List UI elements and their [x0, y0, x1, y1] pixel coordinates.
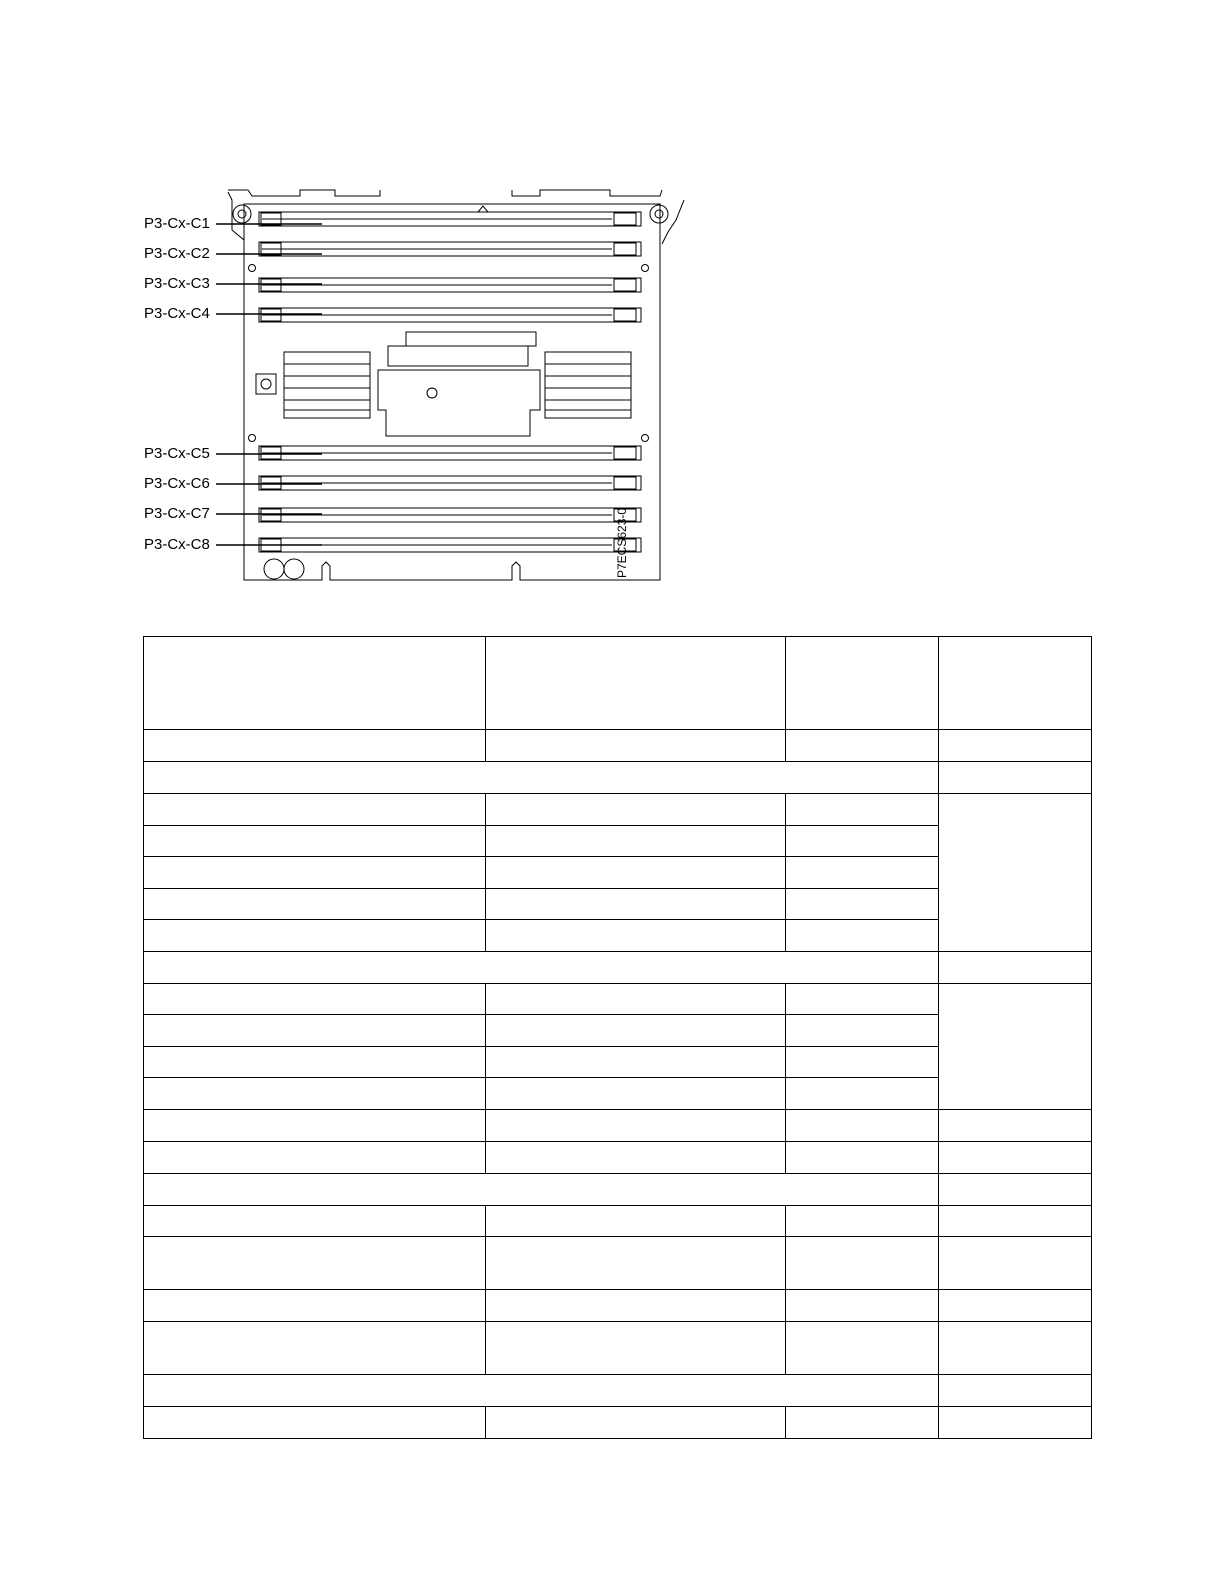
table-cell — [486, 637, 786, 730]
table-cell — [486, 1206, 786, 1237]
dimm-slot-c7 — [259, 508, 641, 522]
table-cell — [486, 826, 786, 857]
table-row — [144, 730, 1092, 762]
callout-c5: P3-Cx-C5 — [144, 445, 210, 462]
table-row — [144, 1322, 1092, 1375]
callout-c4: P3-Cx-C4 — [144, 305, 210, 322]
table-cell — [144, 920, 486, 952]
table-cell — [939, 1375, 1092, 1407]
table-cell — [144, 826, 486, 857]
table-cell — [144, 984, 486, 1015]
table-cell — [939, 1174, 1092, 1206]
callout-c6: P3-Cx-C6 — [144, 475, 210, 492]
table-cell — [486, 730, 786, 762]
right-latch — [662, 200, 684, 244]
callout-c8: P3-Cx-C8 — [144, 536, 210, 553]
table-cell — [786, 730, 939, 762]
table-cell — [939, 637, 1092, 730]
table-cell — [786, 920, 939, 952]
center-buffer-chip — [378, 332, 540, 436]
table-cell — [939, 1206, 1092, 1237]
table-cell — [144, 889, 486, 920]
table-cell — [939, 1142, 1092, 1174]
table-cell — [144, 1322, 486, 1375]
table-cell — [786, 826, 939, 857]
table-section-row — [144, 1375, 1092, 1407]
left-thumbscrew — [233, 205, 251, 223]
table-cell — [486, 1237, 786, 1290]
table-row — [144, 1110, 1092, 1142]
table-row — [144, 984, 1092, 1015]
memory-card-figure — [0, 0, 1224, 620]
table-header-row — [144, 637, 1092, 730]
table-cell — [144, 1174, 939, 1206]
table-cell — [144, 1110, 486, 1142]
figure-id: P7ECS623-0 — [615, 507, 629, 578]
dimm-slot-c4 — [259, 308, 641, 322]
top-arrow-marker — [478, 206, 488, 212]
table-section-row — [144, 1174, 1092, 1206]
table-cell — [486, 1290, 786, 1322]
table-cell — [786, 1206, 939, 1237]
right-thumbscrew — [650, 205, 668, 223]
table-cell — [786, 1047, 939, 1078]
callout-c2: P3-Cx-C2 — [144, 245, 210, 262]
table-cell — [939, 1407, 1092, 1439]
table-cell — [144, 1047, 486, 1078]
table-cell — [144, 1015, 486, 1047]
table-cell — [144, 1142, 486, 1174]
table-cell — [486, 1142, 786, 1174]
table-cell — [486, 794, 786, 826]
table-cell — [786, 1078, 939, 1110]
table-cell — [939, 730, 1092, 762]
right-heatsink — [545, 352, 631, 418]
table-row — [144, 1142, 1092, 1174]
dimm-slot-c3 — [259, 278, 641, 292]
callout-c1: P3-Cx-C1 — [144, 215, 210, 232]
table-cell — [144, 857, 486, 889]
table-cell — [486, 920, 786, 952]
service-led — [256, 374, 276, 394]
table-cell — [786, 1237, 939, 1290]
table-cell — [939, 952, 1092, 984]
table-cell — [939, 1237, 1092, 1290]
table-cell — [786, 1290, 939, 1322]
bottom-hole-right — [284, 559, 304, 579]
table-cell — [486, 1322, 786, 1375]
callout-c7: P3-Cx-C7 — [144, 505, 210, 522]
table-cell — [939, 762, 1092, 794]
table-cell — [939, 984, 1092, 1110]
table-cell — [939, 1322, 1092, 1375]
table-cell — [144, 1290, 486, 1322]
table-cell — [486, 889, 786, 920]
table-cell — [786, 857, 939, 889]
table-cell — [144, 794, 486, 826]
table-cell — [486, 1110, 786, 1142]
table-cell — [144, 730, 486, 762]
table-row — [144, 1206, 1092, 1237]
table-cell — [144, 1375, 939, 1407]
table-cell — [786, 1322, 939, 1375]
table-row — [144, 794, 1092, 826]
board-outline — [244, 204, 660, 580]
table-cell — [786, 637, 939, 730]
left-heatsink — [284, 352, 370, 418]
callout-c3: P3-Cx-C3 — [144, 275, 210, 292]
table-cell — [144, 1078, 486, 1110]
empty-ruled-table — [143, 636, 1092, 1439]
table-cell — [144, 637, 486, 730]
dimm-slot-c6 — [259, 476, 641, 490]
table-cell — [786, 1110, 939, 1142]
table-cell — [486, 857, 786, 889]
table-cell — [786, 1142, 939, 1174]
table-row — [144, 1407, 1092, 1439]
dimm-slot-c5 — [259, 446, 641, 460]
table-cell — [786, 794, 939, 826]
table-cell — [786, 984, 939, 1015]
table-cell — [144, 762, 939, 794]
table-cell — [786, 1015, 939, 1047]
table-row — [144, 1237, 1092, 1290]
table-section-row — [144, 952, 1092, 984]
table-cell — [939, 1290, 1092, 1322]
table-cell — [144, 1206, 486, 1237]
table-cell — [786, 1407, 939, 1439]
table-cell — [144, 952, 939, 984]
table-cell — [939, 794, 1092, 952]
table-cell — [486, 1078, 786, 1110]
table-cell — [486, 1047, 786, 1078]
bottom-hole-left — [264, 559, 284, 579]
table-cell — [486, 1407, 786, 1439]
table-cell — [486, 1015, 786, 1047]
table-cell — [486, 984, 786, 1015]
table-cell — [144, 1237, 486, 1290]
table-row — [144, 1290, 1092, 1322]
table-section-row — [144, 762, 1092, 794]
top-bracket — [228, 190, 662, 196]
table-cell — [939, 1110, 1092, 1142]
table-cell — [786, 889, 939, 920]
table-cell — [144, 1407, 486, 1439]
